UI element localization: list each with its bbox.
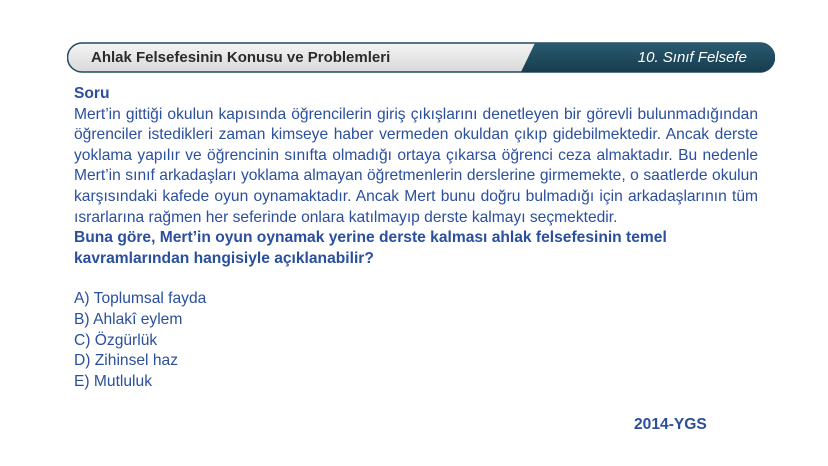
page-title: Ahlak Felsefesinin Konusu ve Problemleri [91, 49, 391, 66]
option-a: A) Toplumsal fayda [74, 290, 207, 308]
question-prompt: Buna göre, Mert’in oyun oynamak yerine derste kalması ahlak felsefesinin temel kavramlarından hangisiyle açıklanabilir? [74, 229, 667, 267]
header-banner [67, 42, 775, 73]
option-e: E) Mutluluk [74, 372, 152, 390]
question-passage: Mert’in gittiği okulun kapısında öğrencilerin giriş çıkışlarını denetleyen bir görevli bulunmadığından öğrenciler istedikleri zaman kimseye haber vermeden okuldan çıkıp gidebilmektedir. Ancak derste yoklama yapılır ve öğrencinin sınıfta olmadığı ortaya çıkarsa öğrenci ceza almaktadır. Bu nedenle Mert’in sınıf arkadaşları yoklama almayan öğretmenlerin derslerine girmemekte, o saatlerde okulun karşısındaki kafede oyun oynamaktadır. Ancak Mert bunu doğru bulmadığı için arkadaşlarının tüm ısrarlarına rağmen her seferinde onlara katılmayıp derste kalmayı seçmektedir. [74, 105, 758, 226]
option-d: D) Zihinsel haz [74, 352, 178, 370]
answer-options [74, 289, 758, 392]
exam-source: 2014-YGS [634, 416, 707, 433]
question-label: Soru [74, 85, 110, 102]
option-c: C) Özgürlük [74, 331, 158, 349]
option-b: B) Ahlakî eylem [74, 310, 183, 328]
course-label: 10. Sınıf Felsefe [637, 49, 747, 66]
question-block [74, 84, 758, 392]
